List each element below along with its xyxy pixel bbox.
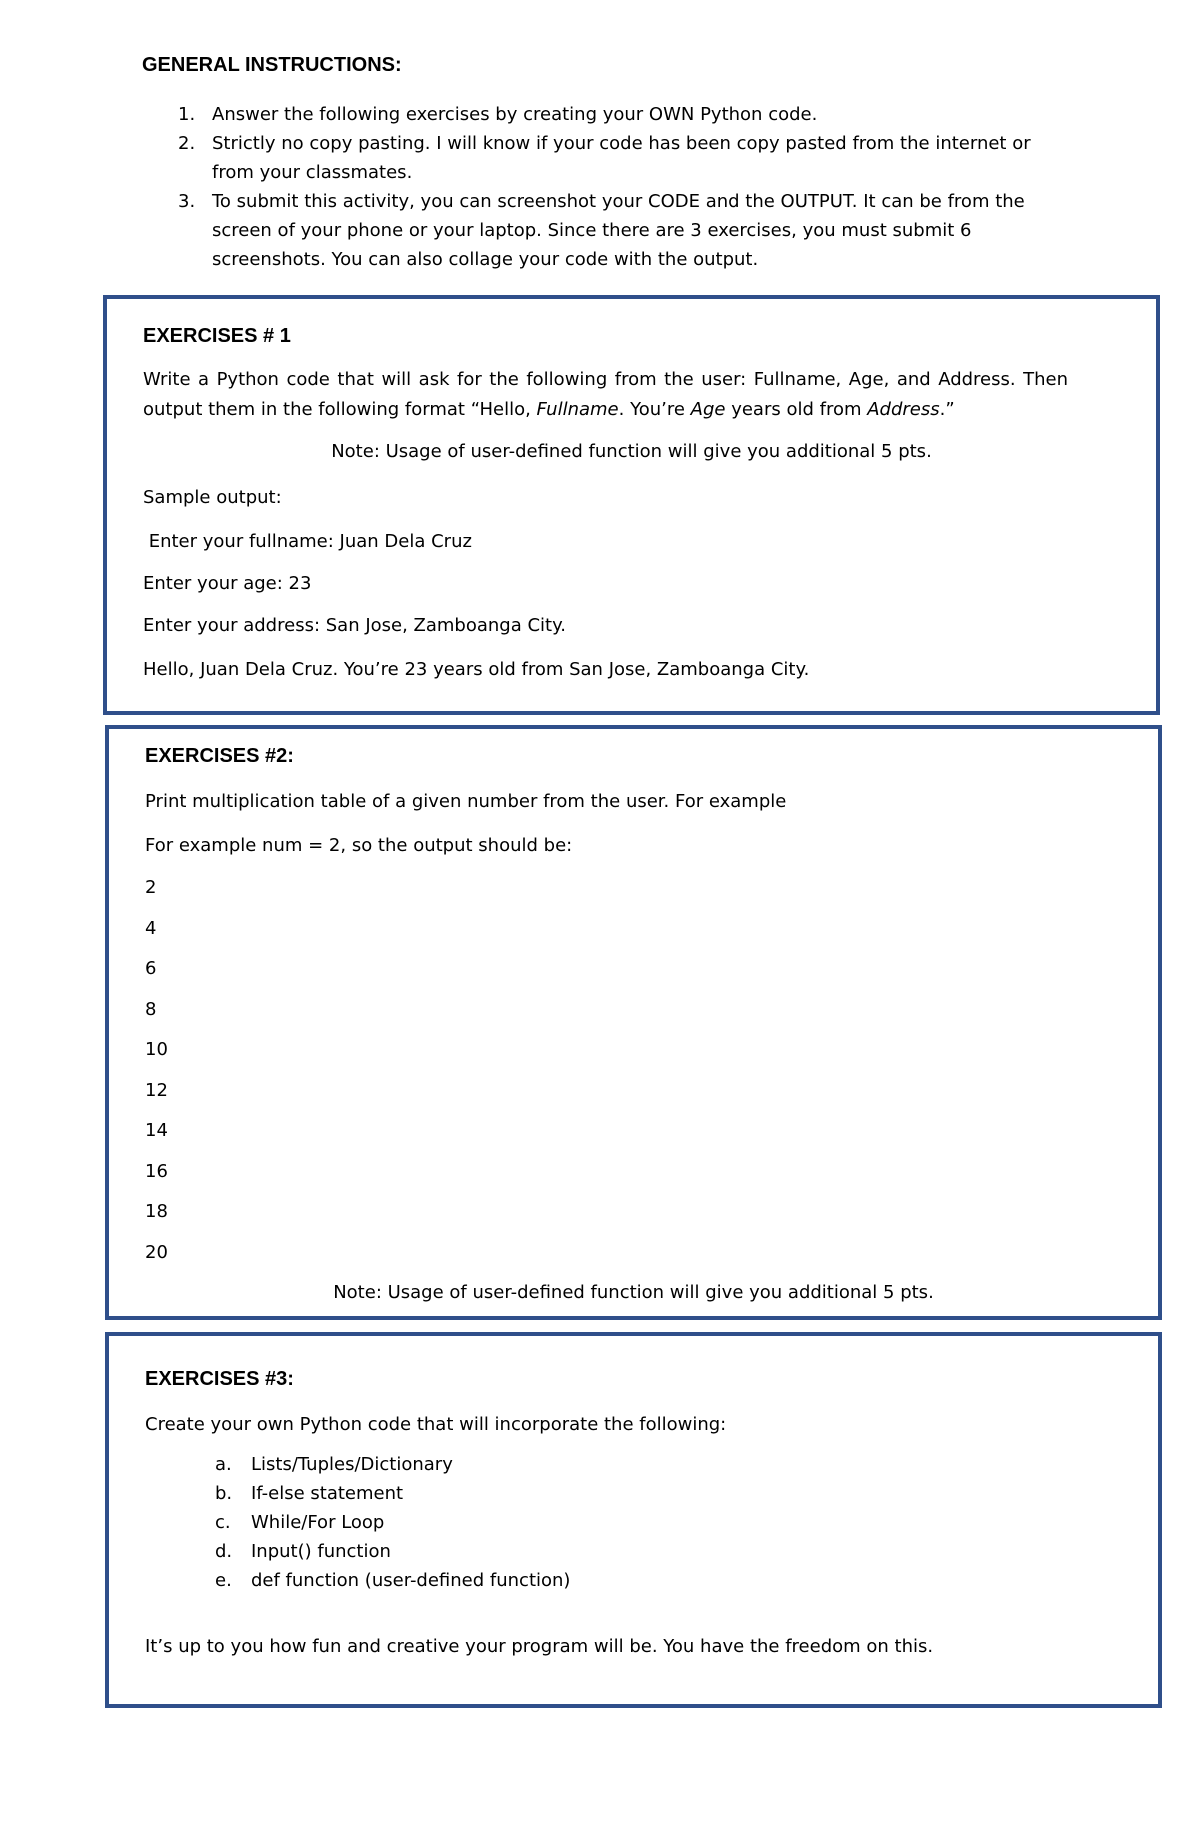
desc-fullname: Fullname: [536, 399, 619, 420]
instruction-text: Answer the following exercises by creating your OWN Python code.: [212, 104, 818, 125]
requirement-item: [145, 1450, 570, 1479]
sample-output-line: Enter your fullname: Juan Dela Cruz: [143, 531, 472, 552]
desc-address: Address: [867, 399, 940, 420]
instruction-number: 1.: [178, 104, 196, 125]
exercise-1-box: [103, 295, 1160, 715]
exercise-3-box: [105, 1332, 1162, 1708]
exercise-1-description: [143, 365, 1068, 425]
requirement-label: d.: [215, 1541, 233, 1562]
exercise-2-line2: For example num = 2, so the output should be:: [145, 835, 573, 856]
requirement-label: c.: [215, 1512, 231, 1533]
exercise-3-title: EXERCISES #3:: [145, 1368, 294, 1390]
output-value: 6: [145, 958, 157, 979]
exercise-3-requirements: [145, 1450, 570, 1595]
requirement-item: [145, 1566, 570, 1595]
desc-part: .”: [939, 399, 955, 420]
requirement-text: While/For Loop: [251, 1512, 385, 1533]
instruction-number: 3.: [178, 191, 196, 212]
requirement-item: [145, 1479, 570, 1508]
requirement-item: [145, 1508, 570, 1537]
desc-part: Write a Python code that will ask for the following from the user: Fullname, Age, and Address. Then output them in the following format “Hello,: [143, 369, 1068, 420]
instruction-item: [142, 187, 1062, 274]
requirement-label: e.: [215, 1570, 232, 1591]
output-value: 2: [145, 877, 157, 898]
output-value: 8: [145, 999, 157, 1020]
requirement-item: [145, 1537, 570, 1566]
exercise-1-title: EXERCISES # 1: [143, 325, 291, 347]
requirement-text: Lists/Tuples/Dictionary: [251, 1454, 453, 1475]
sample-output-line: Enter your address: San Jose, Zamboanga City.: [143, 615, 566, 636]
requirement-label: b.: [215, 1483, 233, 1504]
output-value: 10: [145, 1039, 168, 1060]
instruction-number: 2.: [178, 133, 196, 154]
desc-part: . You’re: [618, 399, 691, 420]
instruction-text: To submit this activity, you can screenshot your CODE and the OUTPUT. It can be from the screen of your phone or your laptop. Since there are 3 exercises, you must submit 6 screenshots. You can also collage your code with the output.: [212, 191, 1025, 270]
exercise-2-note: Note: Usage of user-defined function will give you additional 5 pts.: [333, 1282, 934, 1303]
instruction-item: [142, 100, 1062, 129]
sample-output-label: Sample output:: [143, 487, 282, 508]
output-value: 4: [145, 918, 157, 939]
general-instructions-title: GENERAL INSTRUCTIONS:: [142, 54, 402, 76]
requirement-text: def function (user-defined function): [251, 1570, 571, 1591]
output-value: 12: [145, 1080, 168, 1101]
instruction-item: [142, 129, 1062, 187]
desc-age: Age: [690, 399, 726, 420]
desc-part: years old from: [725, 399, 868, 420]
exercise-3-closing: It’s up to you how fun and creative your program will be. You have the freedom on this.: [145, 1636, 934, 1657]
exercise-1-note: Note: Usage of user-defined function will give you additional 5 pts.: [331, 441, 932, 462]
output-value: 18: [145, 1201, 168, 1222]
requirement-text: Input() function: [251, 1541, 391, 1562]
requirement-label: a.: [215, 1454, 232, 1475]
output-value: 20: [145, 1242, 168, 1263]
general-instructions-list: [142, 100, 1062, 274]
output-value: 16: [145, 1161, 168, 1182]
exercise-2-title: EXERCISES #2:: [145, 745, 294, 767]
output-value: 14: [145, 1120, 168, 1141]
exercise-3-intro: Create your own Python code that will incorporate the following:: [145, 1414, 727, 1435]
requirement-text: If-else statement: [251, 1483, 404, 1504]
exercise-2-line1: Print multiplication table of a given number from the user. For example: [145, 791, 787, 812]
sample-output-line: Enter your age: 23: [143, 573, 312, 594]
instruction-text: Strictly no copy pasting. I will know if your code has been copy pasted from the internet or from your classmates.: [212, 133, 1031, 183]
exercise-2-box: [105, 725, 1162, 1320]
sample-output-line: Hello, Juan Dela Cruz. You’re 23 years old from San Jose, Zamboanga City.: [143, 659, 810, 680]
